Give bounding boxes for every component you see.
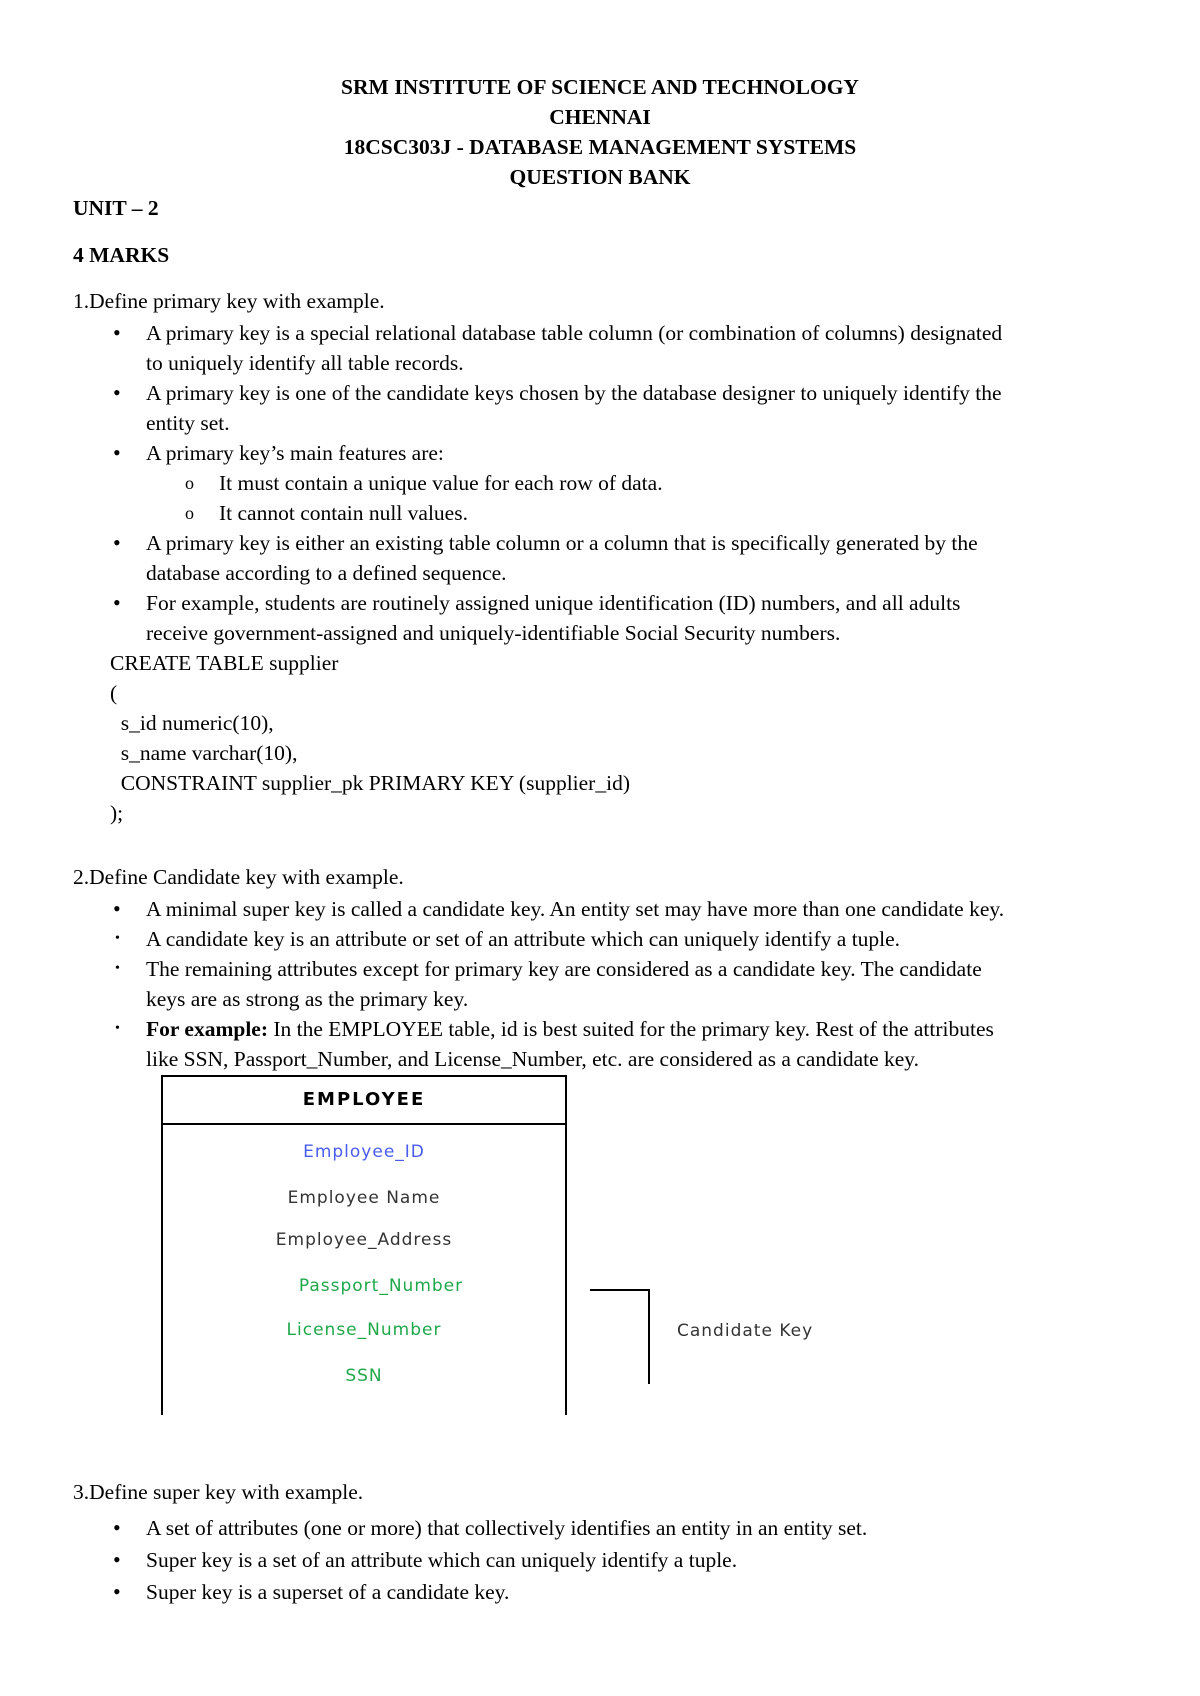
q1-title: 1.Define primary key with example. bbox=[73, 289, 385, 313]
bullet-icon: • bbox=[113, 440, 121, 465]
list-item: • A candidate key is an attribute or set of an attribute which can uniquely identify a tuple. bbox=[146, 924, 1156, 954]
unit-heading: UNIT – 2 bbox=[73, 196, 159, 220]
institute-name: SRM INSTITUTE OF SCIENCE AND TECHNOLOGY bbox=[341, 75, 859, 99]
attr-passport-number: Passport_Number bbox=[298, 1276, 464, 1296]
sub-list-item: o It must contain a unique value for each row of data. bbox=[219, 468, 1200, 498]
list-item: • A set of attributes (one or more) that collectively identifies an entity in an entity set. bbox=[146, 1512, 1146, 1544]
candidate-bracket-line bbox=[590, 1289, 650, 1291]
course-title: 18CSC303J - DATABASE MANAGEMENT SYSTEMS bbox=[343, 135, 857, 159]
candidate-key-label: Candidate Key bbox=[677, 1321, 814, 1341]
doc-type: QUESTION BANK bbox=[509, 165, 691, 189]
list-item: • The remaining attributes except for primary key are considered as a candidate key. The candidate keys are as strong as the primary key. bbox=[146, 954, 1156, 1014]
list-item: • Super key is a superset of a candidate key. bbox=[146, 1576, 1146, 1608]
list-item: • A primary key is one of the candidate keys chosen by the database designer to uniquely identify the entity set. bbox=[113, 380, 1002, 435]
list-item: • Super key is a set of an attribute which can uniquely identify a tuple. bbox=[146, 1544, 1146, 1576]
list-item: • For example, students are routinely assigned unique identification (ID) numbers, and all adults receive government-assigned and uniquely-identifiable Social Security numbers. bbox=[113, 590, 961, 645]
bullet-icon: • bbox=[113, 380, 121, 405]
city-name: CHENNAI bbox=[549, 105, 651, 129]
attr-employee-address: Employee_Address bbox=[275, 1230, 453, 1250]
list-item: • A minimal super key is called a candidate key. An entity set may have more than one candidate key. bbox=[146, 894, 1156, 924]
q3-title: 3.Define super key with example. bbox=[73, 1480, 364, 1504]
bullet-icon: • bbox=[113, 1547, 121, 1572]
employee-table-box bbox=[161, 1075, 567, 1415]
bullet-icon: • bbox=[113, 320, 121, 345]
list-item: • A primary key’s main features are: bbox=[146, 438, 1146, 468]
bullet-icon: • bbox=[113, 896, 121, 921]
list-item: • A primary key is a special relational database table column (or combination of columns) designated to uniquely identify all table records. bbox=[113, 320, 1003, 375]
bullet-icon: • bbox=[115, 931, 120, 946]
marks-heading: 4 MARKS bbox=[73, 243, 170, 267]
bullet-icon: • bbox=[115, 1021, 120, 1036]
attr-ssn: SSN bbox=[345, 1366, 383, 1386]
bullet-icon: • bbox=[113, 1579, 121, 1604]
q2-title: 2.Define Candidate key with example. bbox=[73, 865, 404, 889]
q1-bullet-list bbox=[113, 318, 1146, 648]
bullet-icon: • bbox=[113, 1515, 121, 1540]
bullet-icon: • bbox=[113, 590, 121, 615]
q1-sub-list bbox=[185, 468, 1200, 528]
bullet-icon: • bbox=[115, 961, 120, 976]
bullet-icon: • bbox=[113, 530, 121, 555]
candidate-bracket-line bbox=[648, 1289, 650, 1384]
circle-bullet-icon: o bbox=[185, 503, 194, 523]
list-item: • For example: In the EMPLOYEE table, id is best suited for the primary key. Rest of the attributes like SSN, Passport_Number, and License_Number, etc. are considered as a candidate key. bbox=[146, 1014, 1156, 1074]
employee-diagram bbox=[161, 1075, 571, 1415]
list-item: • A primary key is either an existing table column or a column that is specifically generated by the database according to a defined sequence. bbox=[113, 530, 978, 585]
attr-license-number: License_Number bbox=[286, 1320, 442, 1340]
attr-employee-name: Employee Name bbox=[287, 1188, 441, 1208]
sub-list-item: o It cannot contain null values. bbox=[219, 498, 1200, 528]
q3-bullet-list bbox=[113, 1512, 1146, 1608]
q1-code-block: CREATE TABLE supplier ( s_id numeric(10), s_name varchar(10), CONSTRAINT supplier_pk PRIMARY KEY (supplier_id) ); bbox=[110, 651, 630, 825]
document-header bbox=[0, 72, 1200, 192]
q2-bullet-list bbox=[113, 894, 1156, 1074]
attr-employee-id: Employee_ID bbox=[303, 1142, 425, 1162]
circle-bullet-icon: o bbox=[185, 473, 194, 493]
employee-table-header: EMPLOYEE bbox=[163, 1077, 565, 1125]
